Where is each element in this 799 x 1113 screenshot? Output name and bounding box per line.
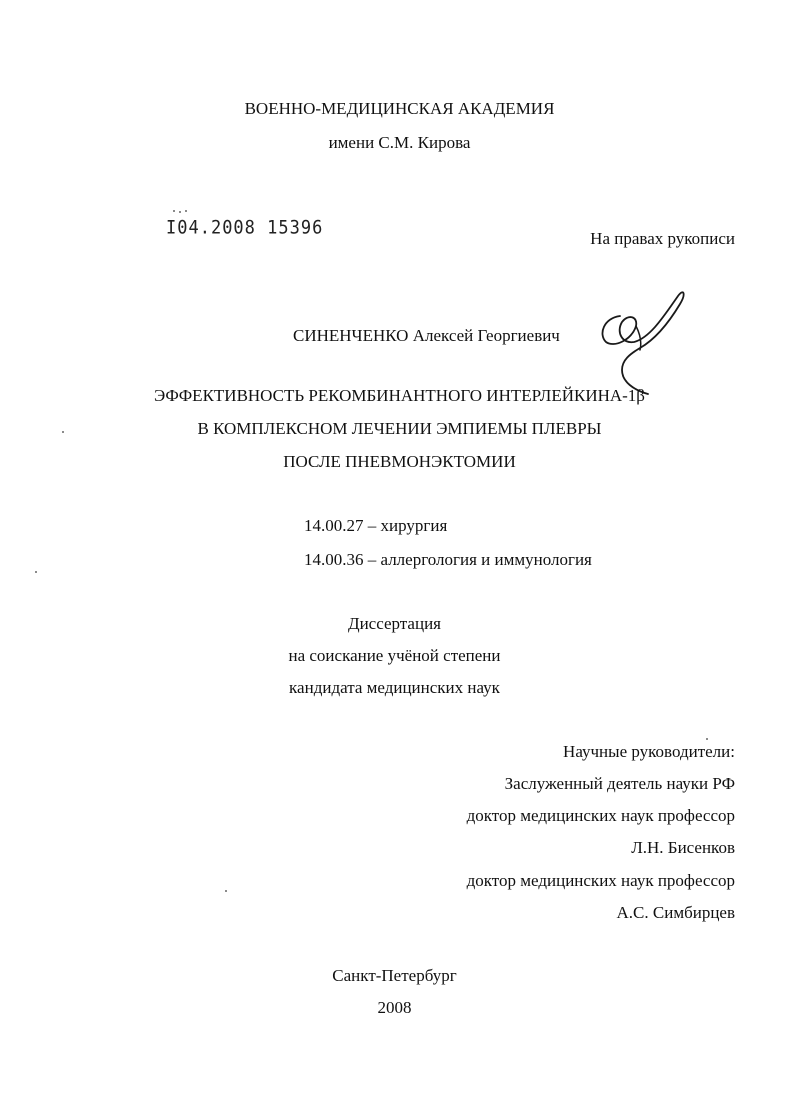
title-line-1: ЭФФЕКТИВНОСТЬ РЕКОМБИНАНТНОГО ИНТЕРЛЕЙКИНА-1β (154, 386, 645, 405)
registration-number: 04.2008 15396 (177, 217, 324, 239)
scan-speck (173, 210, 175, 212)
dissertation-type: Диссертация (347, 614, 441, 633)
dissertation-purpose: на соискание учёной степени (288, 646, 501, 665)
specialty-1: 14.00.27 – хирургия (304, 516, 448, 535)
scan-speck (706, 738, 708, 740)
supervisors-heading: Научные руководители: (563, 742, 735, 761)
title-line-3: ПОСЛЕ ПНЕВМОНЭКТОМИИ (283, 452, 516, 471)
supervisor-line: доктор медицинских наук профессор (466, 806, 735, 825)
registration-stamp (166, 217, 323, 239)
year: 2008 (377, 998, 412, 1017)
scan-speck (225, 890, 227, 892)
signature (592, 286, 692, 398)
supervisor-line: доктор медицинских наук профессор (466, 871, 735, 890)
dissertation-degree: кандидата медицинских наук (289, 678, 500, 697)
institution-name: ВОЕННО-МЕДИЦИНСКАЯ АКАДЕМИЯ (244, 99, 555, 118)
supervisor-line: Заслуженный деятель науки РФ (504, 774, 735, 793)
supervisor-name: Л.Н. Бисенков (631, 838, 735, 857)
institution-named-after: имени С.М. Кирова (328, 133, 471, 152)
scan-speck (179, 211, 181, 213)
specialty-2: 14.00.36 – аллергология и иммунология (304, 550, 592, 569)
scan-speck (35, 571, 37, 573)
title-line-2: В КОМПЛЕКСНОМ ЛЕЧЕНИИ ЭМПИЕМЫ ПЛЕВРЫ (197, 419, 602, 438)
supervisor-name: А.С. Симбирцев (616, 903, 735, 922)
scan-speck (185, 210, 187, 212)
registration-prefix: I (166, 217, 178, 239)
scan-speck (62, 431, 64, 433)
rights-note: На правах рукописи (590, 229, 735, 248)
city: Санкт-Петербург (332, 966, 457, 985)
author-name: СИНЕНЧЕНКО Алексей Георгиевич (293, 326, 560, 345)
